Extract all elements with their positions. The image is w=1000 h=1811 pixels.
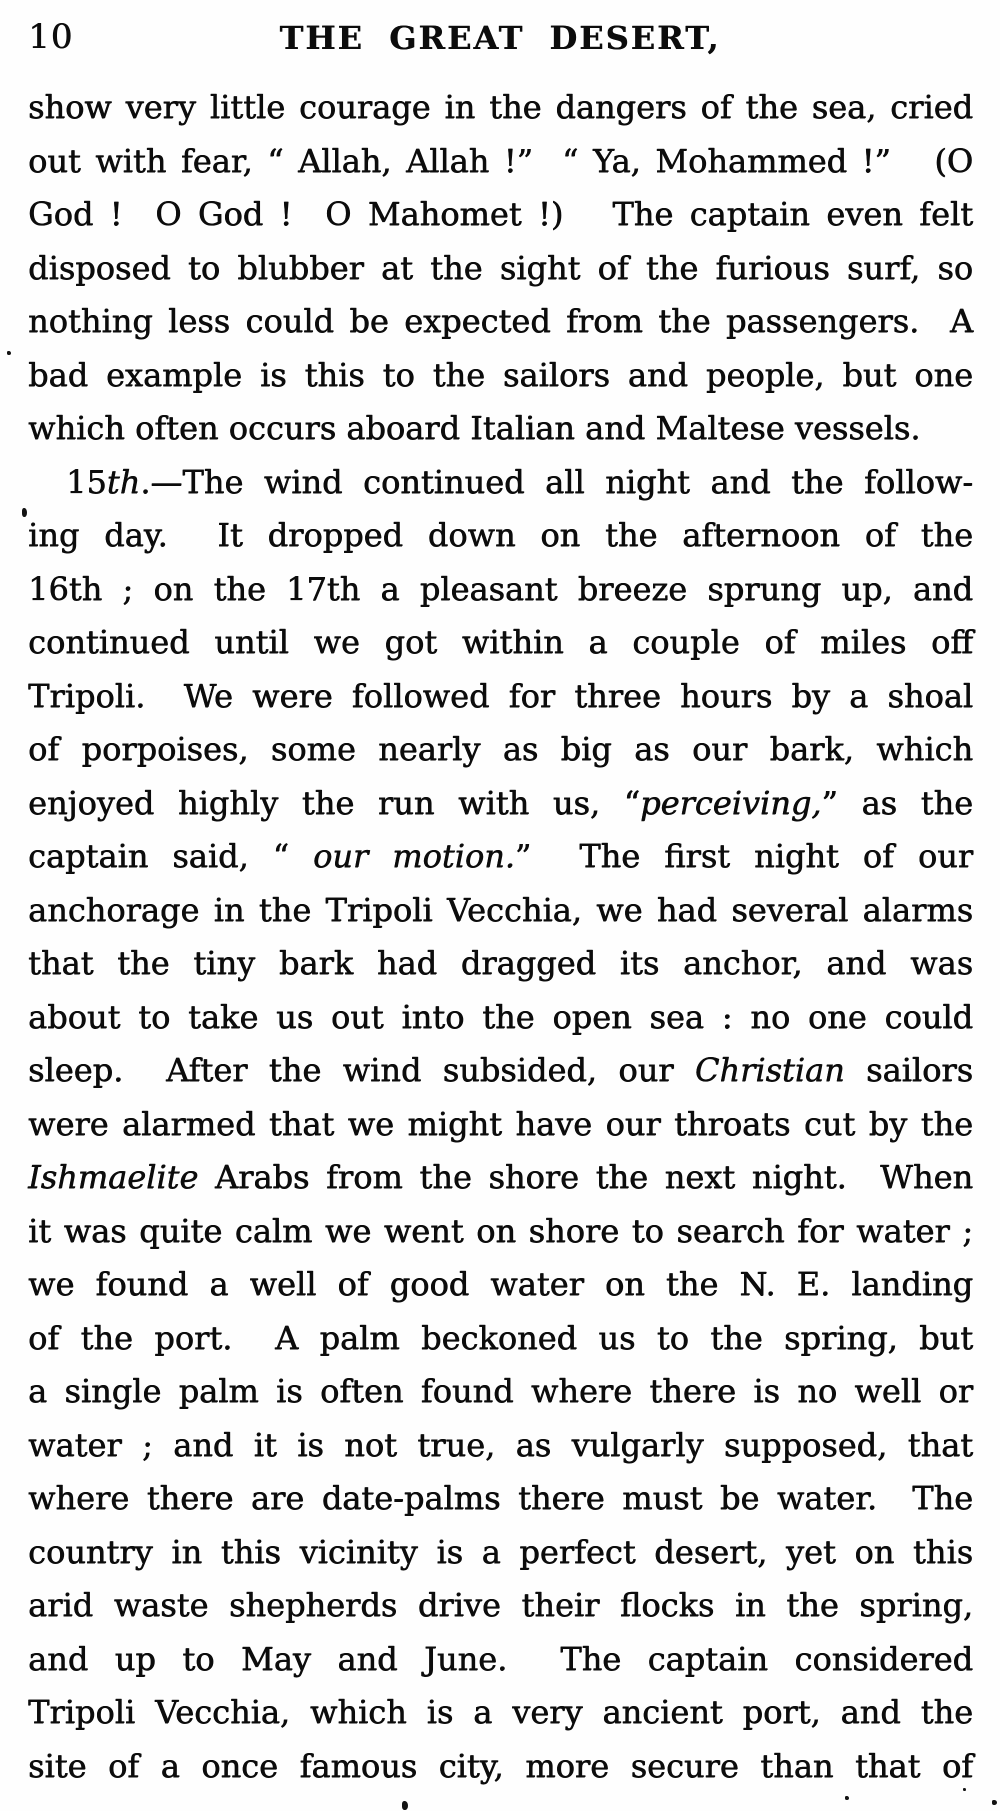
text-run: it was quite calm we went on shore to search for water ; [28,1211,973,1250]
text-line [28,81,973,135]
text-run: sailors [844,1051,973,1089]
text-line [28,1472,973,1526]
italic-text: Ishmaelite [28,1158,199,1196]
text-run: sleep. After the wind subsided, our [28,1051,695,1089]
italic-text: th [106,462,141,501]
text-run: Arabs from the shore the next night. When [198,1158,973,1196]
text-run: bad example is this to the sailors and people, but one [28,355,973,394]
text-run: continued until we got within a couple of miles off [28,623,973,661]
text-line [28,670,973,724]
text-line [28,242,973,296]
text-line [28,563,973,617]
text-line [28,1312,973,1366]
text-run: about to take us out into the open sea : no one could [28,997,973,1036]
text-run: of porpoises, some nearly as big as our bark, which [28,730,973,768]
text-line [28,1419,973,1473]
text-run: where there are date-palms there must be water. The [28,1479,973,1517]
text-line [28,402,973,456]
text-line [28,616,973,670]
text-run: God ! O God ! O Mahomet !) The captain even felt [28,195,973,233]
text-run: nothing less could be expected from the passengers. A [28,302,973,340]
text-run: we found a well of good water on the N. E. landing [28,1265,973,1303]
text-line [28,349,973,403]
text-line [28,937,973,991]
text-line [28,1098,973,1152]
scan-speck [963,1788,966,1791]
text-line [28,135,973,189]
text-line [28,509,973,563]
text-run: 15 [66,462,107,501]
text-run: Tripoli Vecchia, which is a very ancient port, and the [28,1693,973,1731]
text-run: that the tiny bark had dragged its anchor, and was [28,944,973,982]
scan-speck [22,508,27,517]
text-line [28,1686,973,1740]
scan-speck [402,1801,408,1810]
text-run: out with fear, “ Allah, Allah !” “ Ya, Mohammed !” (O [28,141,973,180]
text-line [28,991,973,1045]
text-run: show very little courage in the dangers of the sea, cried [28,88,973,126]
text-run: .—The wind continued all night and the follow- [140,462,973,501]
text-run: captain said, “ [28,837,313,875]
text-line [28,723,973,777]
text-line [28,1205,973,1259]
text-line [28,1526,973,1580]
text-run: were alarmed that we might have our throats cut by the [28,1104,973,1143]
scan-speck [7,351,11,355]
text-run: ” The first night of our [514,837,974,875]
text-line [28,1044,973,1098]
text-run: arid waste shepherds drive their flocks in the spring, [28,1586,973,1624]
text-line [28,295,973,349]
text-run: anchorage in the Tripoli Vecchia, we had several alarms [28,890,973,929]
text-line [28,1258,973,1312]
text-run: 16th ; on the 17th a pleasant breeze sprung up, and [28,569,973,608]
page-number: 10 [28,17,74,57]
text-run: enjoyed highly the run with us, “ [28,783,641,822]
text-run: which often occurs aboard Italian and Maltese vessels. [28,409,921,447]
text-line [28,1579,973,1633]
text-run: disposed to blubber at the sight of the furious surf, so [28,248,973,287]
text-line [28,188,973,242]
text-run: water ; and it is not true, as vulgarly supposed, that [28,1425,973,1464]
italic-text: perceiving, [640,783,822,822]
running-title: THE GREAT DESERT, [279,19,721,57]
text-line [28,1365,973,1419]
text-run: Tripoli. We were followed for three hours by a shoal [28,676,973,715]
text-line [28,456,973,510]
text-line [28,884,973,938]
text-run: ” as the [821,783,974,822]
text-run: a single palm is often found where there is no well or [28,1372,973,1410]
text-line [28,1633,973,1687]
text-line [28,777,973,831]
text-run: of the port. A palm beckoned us to the spring, but [28,1318,973,1357]
page-body [28,81,973,1793]
text-run: and up to May and June. The captain considered [28,1639,973,1678]
text-run: site of a once famous city, more secure than that of [28,1746,973,1785]
italic-text: our motion. [312,837,515,875]
text-run: country in this vicinity is a perfect desert, yet on this [28,1532,973,1571]
scan-speck [992,1800,997,1805]
italic-text: Christian [694,1051,845,1089]
text-line [28,830,973,884]
text-run: ing day. It dropped down on the afternoon of the [28,516,973,554]
text-line [28,1151,973,1205]
scan-speck [845,1796,849,1800]
text-line [28,1740,973,1794]
